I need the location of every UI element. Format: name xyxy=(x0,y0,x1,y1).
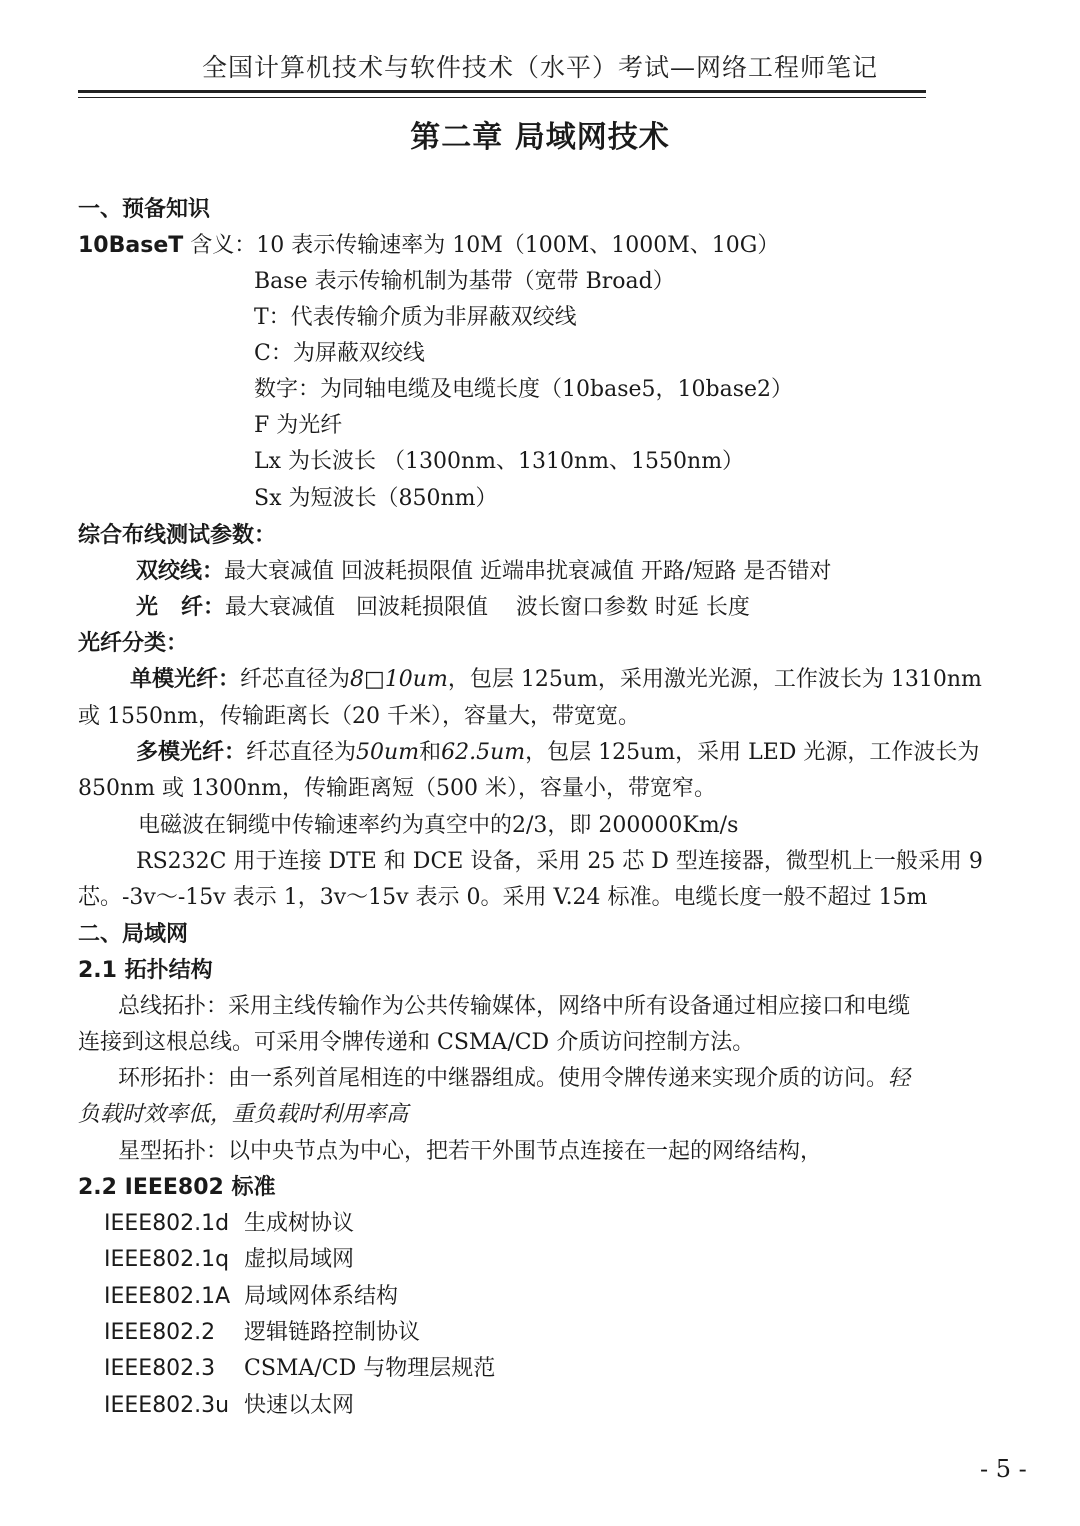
subsection-ieee802: 2.2 IEEE802 标准 xyxy=(78,1175,276,1200)
single-mode-line-1 xyxy=(130,662,982,698)
bus-topology-line-1: 总线拓扑：采用主线传输作为公共传输媒体，网络中所有设备通过相应接口和电缆 xyxy=(118,994,911,1019)
basetable-line-1 xyxy=(78,228,779,264)
standard-code: IEEE802.2 xyxy=(104,1320,216,1345)
fiber-label: 光 纤： xyxy=(136,595,225,620)
standard-row xyxy=(104,1388,354,1424)
single-mode-text-2: ，包层 125um，采用激光光源，工作波长为 1310nm xyxy=(447,667,982,692)
fiber-text: 最大衰减值 回波耗损限值 波长窗口参数 时延 长度 xyxy=(224,595,750,620)
term-10baset: 10BaseT xyxy=(78,233,184,258)
standard-desc: CSMA/CD 与物理层规范 xyxy=(244,1356,496,1381)
multi-mode-value-2: 62.5um xyxy=(441,740,526,765)
basetable-line-3: T：代表传输介质为非屏蔽双绞线 xyxy=(254,305,577,330)
cabling-heading: 综合布线测试参数： xyxy=(78,523,277,548)
single-mode-line-2: 或 1550nm，传输距离长（20 千米），容量大，带宽宽。 xyxy=(78,704,641,729)
ring-topology-line-2: 负载时效率低，重负载时利用率高 xyxy=(78,1102,409,1127)
ring-italic-start: 轻 xyxy=(888,1066,911,1091)
page-number: - 5 - xyxy=(980,1455,1027,1483)
rs232-line-2: 芯。-3v～-15v 表示 1，3v～15v 表示 0。采用 V.24 标准。电缆长度一般不超过 15m xyxy=(78,885,928,910)
header-rule-thick xyxy=(78,90,926,93)
ring-text: 环形拓扑：由一系列首尾相连的中继器组成。使用令牌传递来实现介质的访问。 xyxy=(118,1066,889,1091)
rs232-line-1: RS232C 用于连接 DTE 和 DCE 设备，采用 25 芯 D 型连接器，微型机上一般采用 9 xyxy=(136,849,983,874)
fiber-line xyxy=(136,590,750,626)
standard-row xyxy=(104,1279,398,1315)
star-topology-line: 星型拓扑：以中央节点为中心，把若干外围节点连接在一起的网络结构， xyxy=(118,1139,823,1164)
twisted-pair-text: 最大衰减值 回波耗损限值 近端串扰衰减值 开路/短路 是否错对 xyxy=(224,559,832,584)
bus-topology-line-2: 连接到这根总线。可采用令牌传递和 CSMA/CD 介质访问控制方法。 xyxy=(78,1030,755,1055)
chapter-title: 第二章 局域网技术 xyxy=(410,120,670,155)
em-wave-line: 电磁波在铜缆中传输速率约为真空中的2/3，即 200000Km/s xyxy=(138,813,739,838)
basetable-line-7: Lx 为长波长 （1300nm、1310nm、1550nm） xyxy=(254,449,745,474)
subsection-topology: 2.1 拓扑结构 xyxy=(78,958,213,983)
standard-desc: 生成树协议 xyxy=(244,1211,355,1236)
ring-topology-line-1 xyxy=(118,1061,910,1097)
section-heading-prep: 一、预备知识 xyxy=(78,197,211,222)
twisted-pair-label: 双绞线： xyxy=(136,559,225,584)
basetable-line-6: F 为光纤 xyxy=(254,413,343,438)
standard-row xyxy=(104,1315,420,1351)
multi-mode-line-2: 850nm 或 1300nm，传输距离短（500 米），容量小，带宽窄。 xyxy=(78,776,717,801)
standard-code: IEEE802.1d xyxy=(104,1211,230,1236)
running-header: 全国计算机技术与软件技术（水平）考试—网络工程师笔记 xyxy=(201,53,878,82)
standard-desc: 虚拟局域网 xyxy=(244,1247,355,1272)
multi-mode-text: 纤芯直径为 xyxy=(246,740,357,765)
fiber-class-heading: 光纤分类： xyxy=(78,631,189,656)
header-rule-thin xyxy=(78,97,926,98)
basetable-line-2: Base 表示传输机制为基带（宽带 Broad） xyxy=(254,269,675,294)
standard-row xyxy=(104,1242,354,1278)
basetable-line-4: C：为屏蔽双绞线 xyxy=(254,341,425,366)
single-mode-label: 单模光纤： xyxy=(130,667,241,692)
standard-row xyxy=(104,1206,354,1242)
multi-mode-value-1: 50um xyxy=(356,740,420,765)
multi-mode-text-2: ，包层 125um，采用 LED 光源，工作波长为 xyxy=(525,740,980,765)
standard-desc: 快速以太网 xyxy=(244,1393,355,1418)
multi-mode-label: 多模光纤： xyxy=(136,740,247,765)
multi-mode-line-1 xyxy=(136,735,979,771)
standard-desc: 逻辑链路控制协议 xyxy=(244,1320,421,1345)
standard-row xyxy=(104,1351,495,1387)
line-text: 含义：10 表示传输速率为 10M（100M、1000M、10G） xyxy=(183,233,780,258)
single-mode-range: 8□10um xyxy=(350,667,448,692)
standard-desc: 局域网体系结构 xyxy=(244,1284,399,1309)
multi-mode-and: 和 xyxy=(419,740,442,765)
standard-code: IEEE802.3 xyxy=(104,1356,216,1381)
twisted-pair-line xyxy=(136,554,831,590)
standard-code: IEEE802.3u xyxy=(104,1393,230,1418)
single-mode-text: 纤芯直径为 xyxy=(240,667,351,692)
standard-code: IEEE802.1q xyxy=(104,1247,230,1272)
section-heading-lan: 二、局域网 xyxy=(78,922,189,947)
standard-code: IEEE802.1A xyxy=(104,1284,231,1309)
basetable-line-5: 数字：为同轴电缆及电缆长度（10base5，10base2） xyxy=(254,377,794,402)
basetable-line-8: Sx 为短波长（850nm） xyxy=(254,486,498,511)
